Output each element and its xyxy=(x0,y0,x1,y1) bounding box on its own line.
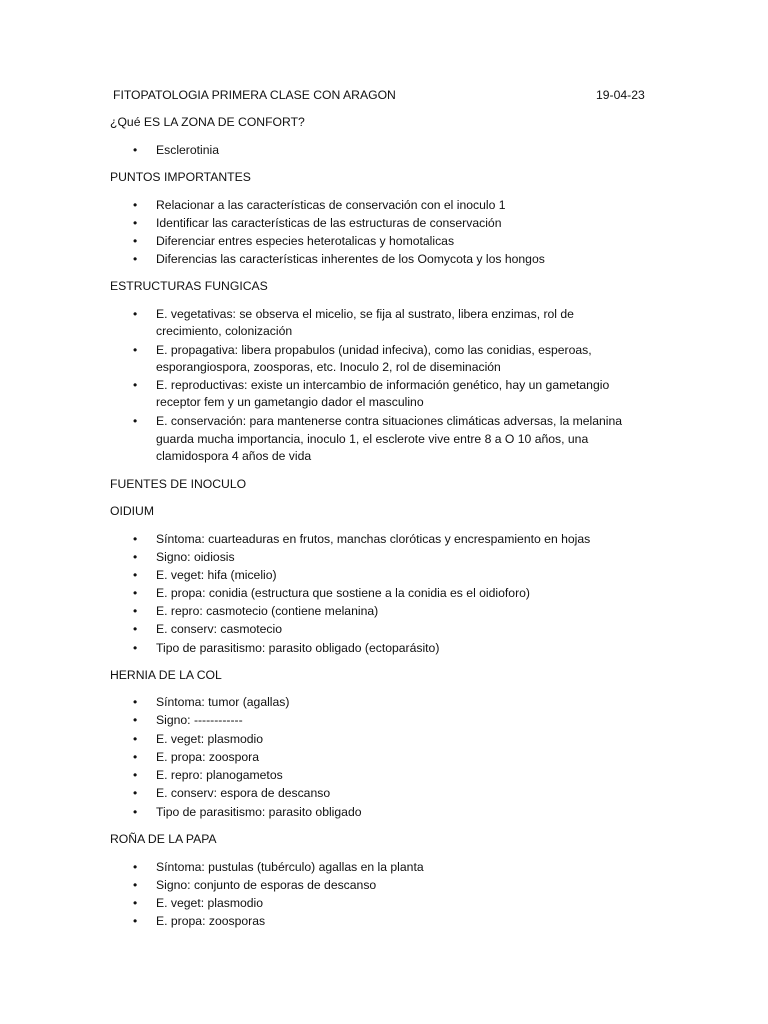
list-item: E. repro: planogametos xyxy=(156,768,283,782)
list-item: E. veget: hifa (micelio) xyxy=(156,568,277,582)
bullet-marker: • xyxy=(133,914,138,928)
list-item: E. veget: plasmodio xyxy=(156,896,264,910)
bullet-marker: • xyxy=(133,732,138,746)
list-item: E. vegetativas: se observa el micelio, se fija al sustrato, libera enzimas, rol de xyxy=(156,307,574,321)
list-item: E. conserv: espora de descanso xyxy=(156,786,331,800)
bullet-marker: • xyxy=(133,622,138,636)
section-heading: ESTRUCTURAS FUNGICAS xyxy=(110,279,268,293)
bullet-marker: • xyxy=(133,786,138,800)
section-heading: OIDIUM xyxy=(110,504,155,518)
bullet-marker: • xyxy=(133,216,138,230)
bullet-marker: • xyxy=(133,805,138,819)
section-heading: HERNIA DE LA COL xyxy=(110,668,222,682)
list-item: Signo: ------------ xyxy=(156,713,243,727)
section-heading: ¿Qué ES LA ZONA DE CONFORT? xyxy=(110,115,305,129)
list-item: E. propa: zoospora xyxy=(156,750,259,764)
list-item: Síntoma: cuarteaduras en frutos, manchas cloróticas y encrespamiento en hojas xyxy=(156,532,591,546)
bullet-marker: • xyxy=(133,143,138,157)
bullet-marker: • xyxy=(133,252,138,266)
list-item-continuation: crecimiento, colonización xyxy=(156,324,293,338)
list-item: Relacionar a las características de conservación con el inoculo 1 xyxy=(156,198,506,212)
bullet-marker: • xyxy=(133,586,138,600)
list-item-continuation: guarda mucha importancia, inoculo 1, el esclerote vive entre 8 a O 10 años, una xyxy=(156,432,589,446)
list-item: Signo: conjunto de esporas de descanso xyxy=(156,878,377,892)
list-item-continuation: receptor fem y un gametangio dador el masculino xyxy=(156,395,424,409)
list-item: Síntoma: tumor (agallas) xyxy=(156,695,290,709)
bullet-marker: • xyxy=(133,604,138,618)
list-item-continuation: clamidospora 4 años de vida xyxy=(156,449,312,463)
list-item: E. propa: conidia (estructura que sostiene a la conidia es el oidioforo) xyxy=(156,586,530,600)
bullet-marker: • xyxy=(133,198,138,212)
list-item: E. reproductivas: existe un intercambio de información genético, hay un gametangio xyxy=(156,378,610,392)
list-item: Esclerotinia xyxy=(156,143,219,157)
document-title: FITOPATOLOGIA PRIMERA CLASE CON ARAGON xyxy=(113,88,396,102)
section-heading: ROÑA DE LA PAPA xyxy=(110,832,217,846)
list-item: Diferencias las características inherentes de los Oomycota y los hongos xyxy=(156,252,545,266)
list-item: Diferenciar entres especies heterotalicas y homotalicas xyxy=(156,234,455,248)
bullet-marker: • xyxy=(133,414,138,428)
list-item: E. repro: casmotecio (contiene melanina) xyxy=(156,604,379,618)
section-heading: PUNTOS IMPORTANTES xyxy=(110,170,251,184)
section-heading: FUENTES DE INOCULO xyxy=(110,477,247,491)
bullet-marker: • xyxy=(133,878,138,892)
bullet-marker: • xyxy=(133,860,138,874)
list-item: E. propa: zoosporas xyxy=(156,914,266,928)
bullet-marker: • xyxy=(133,768,138,782)
list-item: Signo: oidiosis xyxy=(156,550,235,564)
list-item: E. veget: plasmodio xyxy=(156,732,264,746)
list-item: E. conservación: para mantenerse contra situaciones climáticas adversas, la melanina xyxy=(156,414,623,428)
bullet-marker: • xyxy=(133,750,138,764)
bullet-marker: • xyxy=(133,568,138,582)
list-item-continuation: esporangiospora, zoosporas, etc. Inoculo 2, rol de diseminación xyxy=(156,360,501,374)
list-item: E. conserv: casmotecio xyxy=(156,622,282,636)
list-item: Tipo de parasitismo: parasito obligado xyxy=(156,805,362,819)
document-date: 19-04-23 xyxy=(596,88,645,102)
bullet-marker: • xyxy=(133,532,138,546)
bullet-marker: • xyxy=(133,896,138,910)
bullet-marker: • xyxy=(133,234,138,248)
list-item: Tipo de parasitismo: parasito obligado (ectoparásito) xyxy=(156,641,440,655)
list-item: E. propagativa: libera propabulos (unidad infeciva), como las conidias, esperoas, xyxy=(156,343,592,357)
list-item: Síntoma: pustulas (tubérculo) agallas en la planta xyxy=(156,860,424,874)
bullet-marker: • xyxy=(133,307,138,321)
bullet-marker: • xyxy=(133,641,138,655)
bullet-marker: • xyxy=(133,713,138,727)
bullet-marker: • xyxy=(133,343,138,357)
bullet-marker: • xyxy=(133,550,138,564)
bullet-marker: • xyxy=(133,378,138,392)
bullet-marker: • xyxy=(133,695,138,709)
list-item: Identificar las características de las estructuras de conservación xyxy=(156,216,502,230)
